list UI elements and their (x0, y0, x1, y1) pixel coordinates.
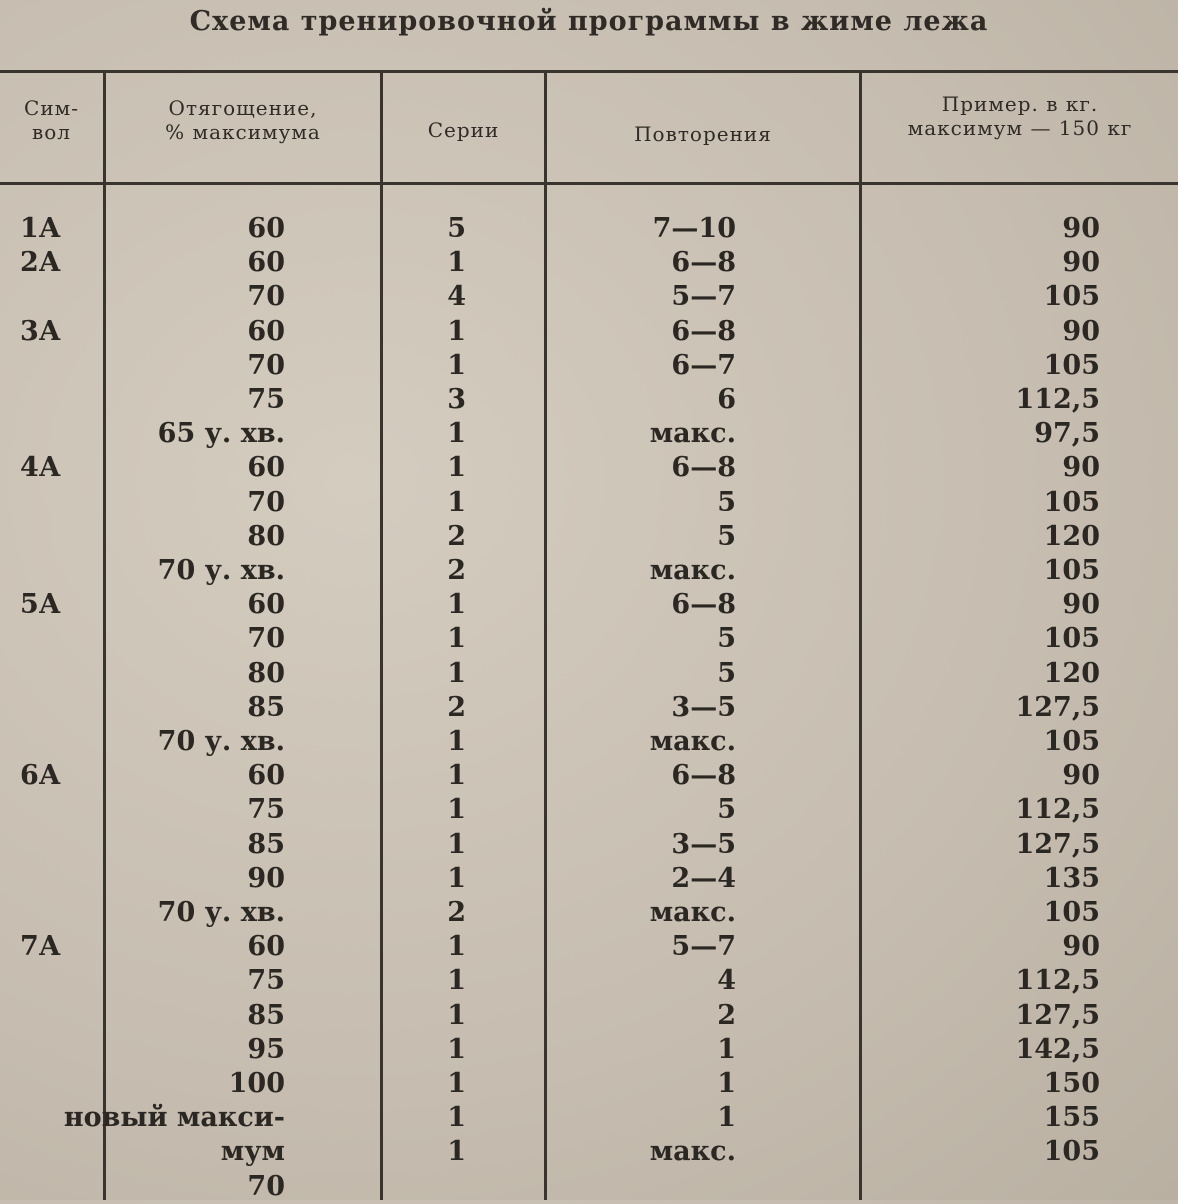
example-kg-cell: 105 (1043, 350, 1100, 381)
sets-cell: 1 (447, 452, 466, 483)
example-kg-cell: 127,5 (1015, 692, 1100, 723)
example-kg-cell: 155 (1043, 1102, 1100, 1133)
header-bottom-rule (0, 182, 1178, 185)
sets-cell: 1 (447, 1000, 466, 1031)
reps-cell: 6—8 (671, 247, 736, 278)
reps-cell: 1 (717, 1034, 736, 1065)
load-cell: 75 (247, 794, 285, 825)
load-cell: 70 у. хв. (157, 897, 285, 928)
reps-cell: 4 (717, 965, 736, 996)
load-cell: 60 (247, 589, 285, 620)
example-kg-cell: 90 (1062, 316, 1100, 347)
example-kg-cell: 90 (1062, 589, 1100, 620)
example-kg-cell: 127,5 (1015, 829, 1100, 860)
load-cell: мум (220, 1136, 285, 1167)
example-kg-cell: 105 (1043, 555, 1100, 586)
symbol-cell: 1А (20, 213, 61, 244)
column-divider (859, 72, 862, 1200)
reps-cell: 5 (717, 658, 736, 689)
sets-cell: 2 (447, 521, 466, 552)
sets-cell: 1 (447, 418, 466, 449)
sets-cell: 1 (447, 863, 466, 894)
sets-cell: 1 (447, 794, 466, 825)
sets-cell: 2 (447, 692, 466, 723)
load-cell: 85 (247, 1000, 285, 1031)
symbol-cell: 2А (20, 247, 61, 278)
sets-cell: 1 (447, 829, 466, 860)
sets-cell: 2 (447, 897, 466, 928)
sets-cell: 1 (447, 1034, 466, 1065)
sets-cell: 4 (447, 281, 466, 312)
sets-cell: 1 (447, 1136, 466, 1167)
sets-cell: 1 (447, 350, 466, 381)
load-cell: 100 (228, 1068, 285, 1099)
sets-cell: 1 (447, 760, 466, 791)
reps-cell: 1 (717, 1102, 736, 1133)
load-cell: 95 (247, 1034, 285, 1065)
load-cell: 65 у. хв. (157, 418, 285, 449)
sets-cell: 2 (447, 555, 466, 586)
example-kg-cell: 112,5 (1015, 794, 1100, 825)
reps-cell: макс. (649, 897, 736, 928)
load-cell: 60 (247, 931, 285, 962)
load-cell: 75 (247, 965, 285, 996)
reps-cell: 6—8 (671, 316, 736, 347)
example-kg-cell: 105 (1043, 897, 1100, 928)
reps-cell: 6 (717, 384, 736, 415)
load-cell: 70 у. хв. (157, 726, 285, 757)
load-cell: 75 (247, 384, 285, 415)
header-load: Отягощение, % максимума (165, 96, 321, 144)
header-example-kg: Пример. в кг. максимум — 150 кг (907, 92, 1133, 140)
load-cell: 85 (247, 692, 285, 723)
sets-cell: 1 (447, 1102, 466, 1133)
header-top-rule (0, 70, 1178, 73)
load-cell: 70 (247, 1171, 285, 1202)
reps-cell: 1 (717, 1068, 736, 1099)
reps-cell: макс. (649, 1136, 736, 1167)
load-cell: 85 (247, 829, 285, 860)
example-kg-cell: 105 (1043, 726, 1100, 757)
sets-cell: 1 (447, 658, 466, 689)
reps-cell: 6—8 (671, 452, 736, 483)
header-symbol: Сим- вол (24, 96, 79, 144)
symbol-cell: 4А (20, 452, 61, 483)
load-cell: 80 (247, 658, 285, 689)
symbol-cell: 7А (20, 931, 61, 962)
sets-cell: 1 (447, 487, 466, 518)
sets-cell: 1 (447, 623, 466, 654)
reps-cell: 5—7 (671, 281, 736, 312)
load-cell: новый макси- (63, 1102, 285, 1133)
reps-cell: 6—8 (671, 760, 736, 791)
load-cell: 70 (247, 487, 285, 518)
sets-cell: 1 (447, 316, 466, 347)
example-kg-cell: 105 (1043, 487, 1100, 518)
example-kg-cell: 105 (1043, 623, 1100, 654)
example-kg-cell: 90 (1062, 760, 1100, 791)
sets-cell: 1 (447, 965, 466, 996)
sets-cell: 5 (447, 213, 466, 244)
example-kg-cell: 97,5 (1034, 418, 1100, 449)
header-sets: Серии (427, 118, 500, 142)
column-divider (103, 72, 106, 1200)
example-kg-cell: 112,5 (1015, 384, 1100, 415)
load-cell: 80 (247, 521, 285, 552)
load-cell: 60 (247, 760, 285, 791)
reps-cell: 5 (717, 794, 736, 825)
load-cell: 60 (247, 452, 285, 483)
example-kg-cell: 105 (1043, 1136, 1100, 1167)
load-cell: 70 (247, 350, 285, 381)
reps-cell: макс. (649, 555, 736, 586)
sets-cell: 3 (447, 384, 466, 415)
column-divider (380, 72, 383, 1200)
load-cell: 90 (247, 863, 285, 894)
example-kg-cell: 90 (1062, 931, 1100, 962)
reps-cell: 5 (717, 623, 736, 654)
reps-cell: 2 (717, 1000, 736, 1031)
reps-cell: 2—4 (671, 863, 736, 894)
reps-cell: 6—7 (671, 350, 736, 381)
example-kg-cell: 135 (1043, 863, 1100, 894)
header-reps: Повторения (634, 122, 772, 146)
example-kg-cell: 90 (1062, 247, 1100, 278)
load-cell: 70 (247, 623, 285, 654)
load-cell: 60 (247, 213, 285, 244)
load-cell: 70 (247, 281, 285, 312)
reps-cell: 5 (717, 521, 736, 552)
reps-cell: 7—10 (652, 213, 736, 244)
page-title: Схема тренировочной программы в жиме лежа (189, 6, 989, 37)
example-kg-cell: 120 (1043, 521, 1100, 552)
example-kg-cell: 127,5 (1015, 1000, 1100, 1031)
sets-cell: 1 (447, 931, 466, 962)
example-kg-cell: 150 (1043, 1068, 1100, 1099)
load-cell: 70 у. хв. (157, 555, 285, 586)
example-kg-cell: 112,5 (1015, 965, 1100, 996)
load-cell: 60 (247, 247, 285, 278)
reps-cell: 3—5 (671, 829, 736, 860)
sets-cell: 1 (447, 726, 466, 757)
example-kg-cell: 90 (1062, 213, 1100, 244)
example-kg-cell: 105 (1043, 281, 1100, 312)
reps-cell: 5—7 (671, 931, 736, 962)
reps-cell: макс. (649, 418, 736, 449)
sets-cell: 1 (447, 589, 466, 620)
sets-cell: 1 (447, 1068, 466, 1099)
symbol-cell: 5А (20, 589, 61, 620)
reps-cell: 5 (717, 487, 736, 518)
reps-cell: макс. (649, 726, 736, 757)
symbol-cell: 6А (20, 760, 61, 791)
reps-cell: 6—8 (671, 589, 736, 620)
symbol-cell: 3А (20, 316, 61, 347)
sets-cell: 1 (447, 247, 466, 278)
example-kg-cell: 120 (1043, 658, 1100, 689)
reps-cell: 3—5 (671, 692, 736, 723)
example-kg-cell: 90 (1062, 452, 1100, 483)
example-kg-cell: 142,5 (1015, 1034, 1100, 1065)
column-divider (544, 72, 547, 1200)
load-cell: 60 (247, 316, 285, 347)
